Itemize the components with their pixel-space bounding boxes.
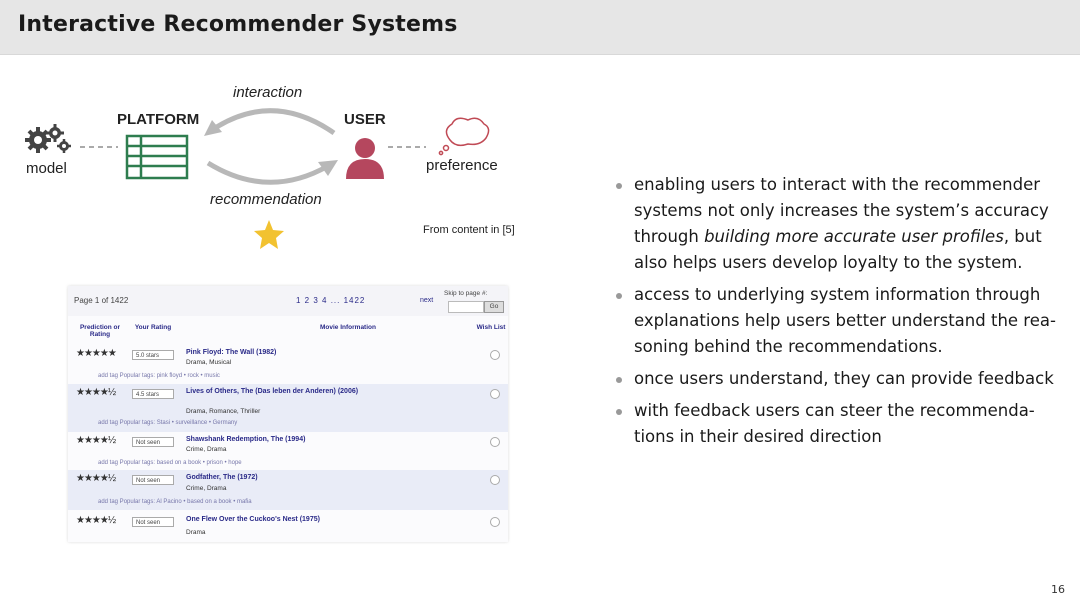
source-note: From content in [5] [423,224,515,236]
bullet-item [612,366,1057,392]
bullet-item [612,398,1057,450]
bullet-dot [616,183,622,189]
screenshot-movie-genre: Crime, Drama [186,485,227,492]
screenshot-rating-select: 5.0 stars [132,350,174,360]
page-number: 16 [1051,583,1065,596]
slide-title-bar [0,0,1080,55]
screenshot-movie-title: Pink Floyd: The Wall (1982) [186,349,277,356]
screenshot-movie-title: Shawshank Redemption, The (1994) [186,436,306,443]
screenshot-tag-links: add tag Popular tags: based on a book • prison • hope [98,460,242,466]
screenshot-row [68,432,508,470]
user-label: USER [344,111,386,128]
screenshot-movie-genre: Drama, Romance, Thriller [186,408,261,415]
screenshot-wish-checkbox [490,517,500,527]
bullet-list [612,172,1057,456]
screenshot-stars: ★★★★½ [76,387,116,398]
screenshot-pager-text: Page 1 of 1422 [74,296,129,305]
interaction-label: interaction [233,84,303,101]
screenshot-tag-links: add tag Popular tags: pink floyd • rock • music [98,373,220,379]
screenshot-skip-input [448,301,484,313]
screenshot-rating-select: Not seen [132,437,174,447]
screenshot-movie-genre: Drama [186,529,206,536]
screenshot-col-wish: Wish List [476,324,506,331]
platform-table-icon [127,136,187,178]
screenshot-row [68,470,508,510]
recommendation-label: recommendation [210,191,322,208]
screenshot-rating-select: Not seen [132,517,174,527]
screenshot-rating-select: 4.5 stars [132,389,174,399]
bullet-item [612,282,1057,360]
bullet-text-after: , but also helps users develop loyalty to the system. [634,227,1042,272]
screenshot-wish-checkbox [490,389,500,399]
interaction-arrow [212,111,334,133]
bullet-text: once users understand, they can provide feedback [634,369,1054,388]
bullet-dot [616,293,622,299]
screenshot-go-button: Go [484,301,504,313]
screenshot-tag-links: add tag Popular tags: Al Pacino • based on a book • mafia [98,499,252,505]
screenshot-movie-title: Lives of Others, The (Das leben der Anderen) (2006) [186,388,359,395]
recommendation-arrow [208,163,328,182]
bullet-text: with feedback users can steer the recommenda-tions in their desired direction [634,401,1035,446]
screenshot-wish-checkbox [490,475,500,485]
screenshot-rating-select: Not seen [132,475,174,485]
screenshot-col-rating: Your Rating [134,324,172,331]
thought-cloud-icon [439,118,488,154]
screenshot-stars: ★★★★½ [76,435,116,446]
preference-label: preference [426,157,498,174]
screenshot-col-prediction: Prediction or Rating [79,324,121,338]
bullet-dot [616,377,622,383]
platform-label: PLATFORM [117,111,200,128]
screenshot-row [68,384,508,432]
bullet-item [612,172,1057,276]
screenshot-stars: ★★★★½ [76,515,116,526]
screenshot-row [68,346,508,384]
screenshot-row [68,512,508,542]
screenshot-page-links: 1 2 3 4 ... 1422 [296,296,366,305]
user-icon [346,138,384,179]
interaction-diagram [0,60,600,270]
screenshot-tag-links: add tag Popular tags: Stasi • surveillance • Germany [98,420,238,426]
screenshot-movie-genre: Drama, Musical [186,359,232,366]
screenshot-movie-title: Godfather, The (1972) [186,474,258,481]
slide-title: Interactive Recommender Systems [18,12,458,37]
bullet-text: access to underlying system information through explanations help users better understand the rea-soning behind the recommendations. [634,285,1056,356]
bullet-dot [616,409,622,415]
gear-icon [25,124,71,153]
screenshot-col-movie: Movie Information [320,324,376,331]
bullet-text: enabling users to interact with the recommender systems not only increases the system’s accuracy through [634,175,1049,246]
screenshot-stars: ★★★★★ [76,348,116,359]
screenshot-skip-label: Skip to page #: [444,290,488,297]
bullet-emphasis: building more accurate user profiles [704,227,1004,246]
screenshot-wish-checkbox [490,437,500,447]
star-icon [254,220,284,249]
model-label: model [26,160,67,177]
screenshot-pager-bar [68,286,508,316]
screenshot-movie-genre: Crime, Drama [186,446,227,453]
screenshot-wish-checkbox [490,350,500,360]
screenshot-next-link: next [420,297,434,304]
recommender-screenshot [68,286,508,542]
screenshot-movie-title: One Flew Over the Cuckoo's Nest (1975) [186,516,320,523]
screenshot-stars: ★★★★½ [76,473,116,484]
